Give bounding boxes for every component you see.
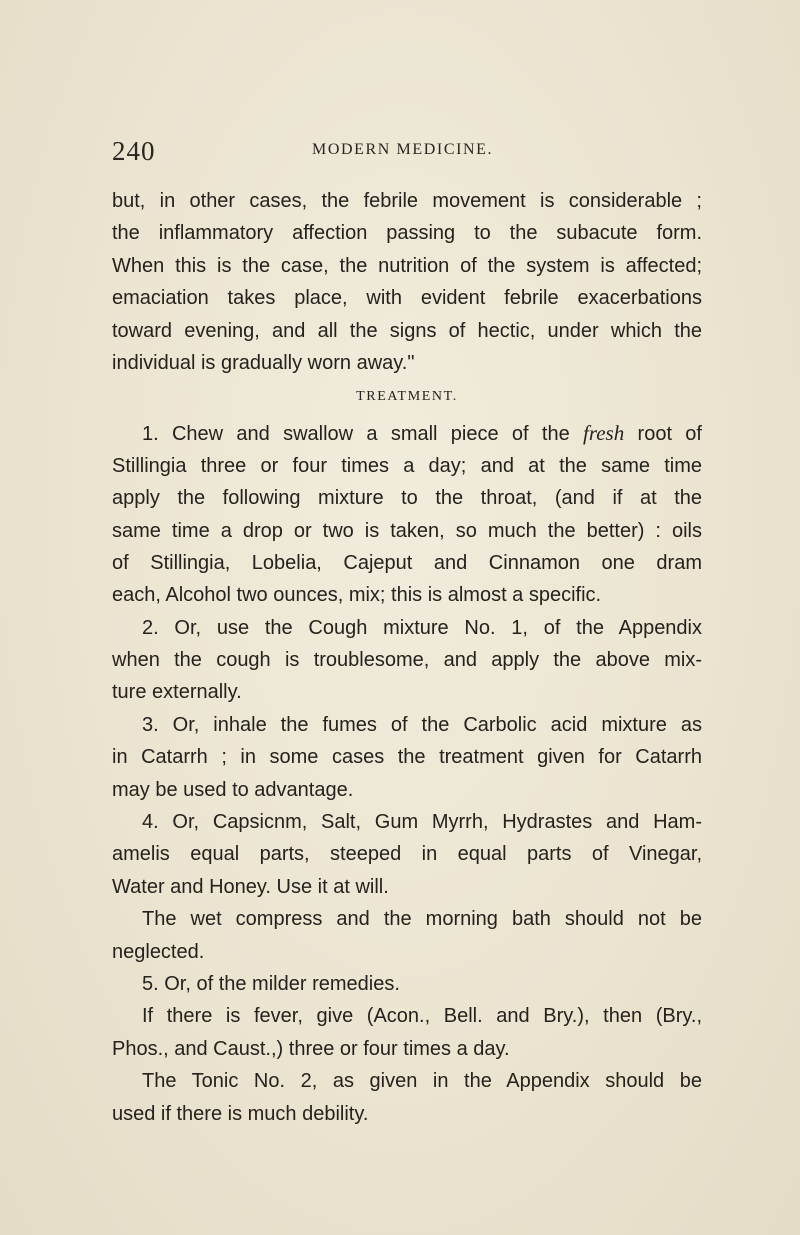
text-line: in Catarrh ; in some cases the treatment given for Catarrh: [112, 746, 702, 769]
text-line: same time a drop or two is taken, so much the better) : oils: [112, 519, 702, 542]
text-line: apply the following mixture to the throat, (and if at the: [112, 487, 702, 510]
treatment-item-2: [112, 612, 702, 709]
body-text: [112, 185, 702, 1130]
text-line: amelis equal parts, steeped in equal parts of Vinegar,: [112, 843, 702, 866]
text-line: If there is fever, give (Acon., Bell. and Bry.), then (Bry.,: [142, 1005, 702, 1028]
item1-start: 1. Chew and swallow a small piece of the: [142, 423, 583, 446]
text-line: may be used to advantage.: [112, 778, 354, 801]
text-line: ture externally.: [112, 681, 242, 704]
section-heading: TREATMENT.: [356, 389, 458, 405]
fever-note: [112, 1000, 702, 1065]
text-line: 3. Or, inhale the fumes of the Carbolic acid mixture as: [142, 713, 702, 736]
item1-end: root of: [624, 423, 702, 446]
treatment-item-5: [112, 968, 702, 1000]
text-line: each, Alcohol two ounces, mix; this is almost a specific.: [112, 584, 602, 607]
treatment-item-3: [112, 709, 702, 806]
page-number: 240: [112, 136, 156, 166]
text-line: Phos., and Caust.,) three or four times a day.: [112, 1037, 510, 1060]
text-line: but, in other cases, the febrile movement is considerable ;: [112, 190, 702, 212]
text-line: 5. Or, of the milder remedies.: [142, 972, 400, 995]
text-line: When this is the case, the nutrition of the system is affected;: [112, 254, 702, 277]
item1-italic-word: fresh: [583, 421, 625, 446]
text-line: the inflammatory affection passing to the subacute form.: [112, 222, 702, 245]
intro-paragraph: [112, 185, 702, 379]
compress-note: [112, 903, 702, 968]
text-line: when the cough is troublesome, and apply the above mix-: [112, 649, 702, 672]
text-line: of Stillingia, Lobelia, Cajeput and Cinnamon one dram: [112, 551, 702, 574]
text-line: neglected.: [112, 940, 205, 963]
text-line: used if there is much debility.: [112, 1102, 369, 1125]
text-line: [112, 417, 702, 449]
text-line: Stillingia three or four times a day; and at the same time: [112, 454, 702, 477]
text-line: Water and Honey. Use it at will.: [112, 875, 389, 898]
page-header: [112, 136, 712, 166]
text-line: The wet compress and the morning bath should not be: [142, 908, 702, 931]
running-title: MODERN MEDICINE.: [312, 141, 494, 158]
tonic-note: [112, 1065, 702, 1130]
text-line: The Tonic No. 2, as given in the Appendix should be: [142, 1070, 702, 1093]
text-line: individual is gradually worn away.": [112, 351, 415, 374]
treatment-item-4: [112, 806, 702, 903]
text-line: 4. Or, Capsicnm, Salt, Gum Myrrh, Hydrastes and Ham-: [142, 811, 702, 834]
text-line: toward evening, and all the signs of hectic, under which the: [112, 319, 702, 342]
text-line: emaciation takes place, with evident febrile exacerbations: [112, 287, 702, 310]
text-line: 2. Or, use the Cough mixture No. 1, of the Appendix: [142, 616, 702, 639]
treatment-item-1: [112, 417, 702, 611]
